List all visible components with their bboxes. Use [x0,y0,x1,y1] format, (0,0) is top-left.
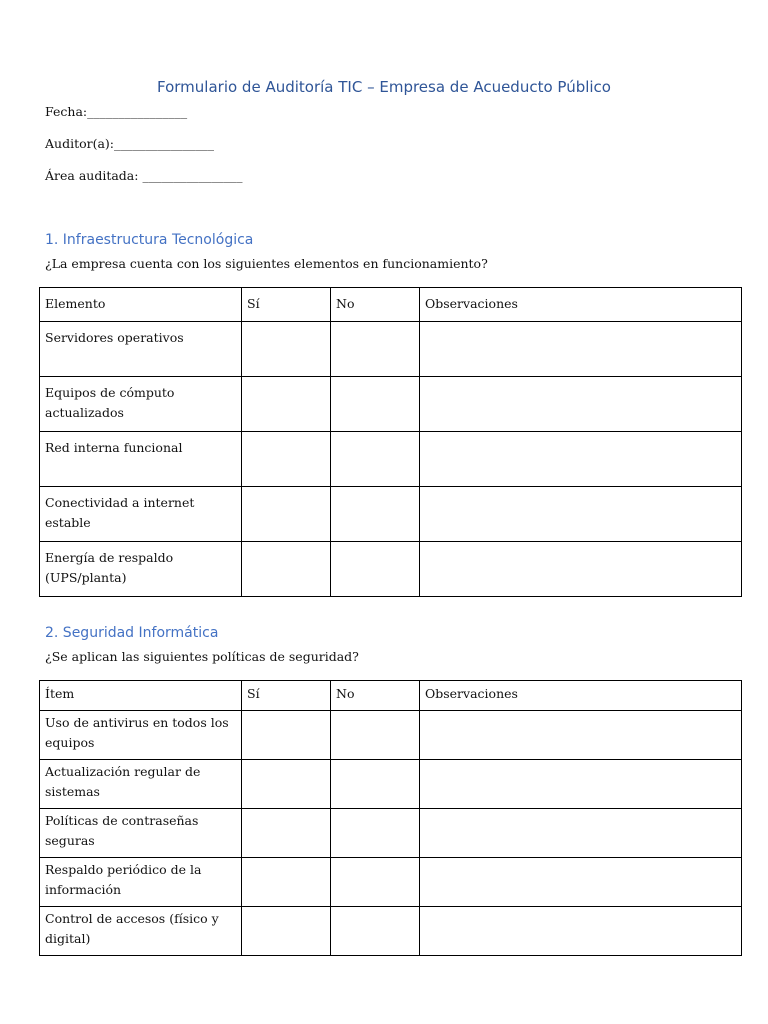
si-cell[interactable] [242,711,331,760]
table-row [40,487,742,542]
section1-heading: 1. Infraestructura Tecnológica [45,232,254,248]
header-item: Ítem [40,681,242,711]
section2-question: ¿Se aplican las siguientes políticas de seguridad? [45,649,359,664]
no-cell[interactable] [331,487,420,542]
si-cell[interactable] [242,907,331,956]
row-label: Políticas de contraseñas seguras [40,809,242,858]
si-cell[interactable] [242,809,331,858]
row-label: Actualización regular de sistemas [40,760,242,809]
table-row [40,809,742,858]
row-label: Energía de respaldo (UPS/planta) [40,542,242,597]
observaciones-cell[interactable] [420,542,742,597]
auditor-field[interactable]: Auditor(a):________________ [45,136,215,151]
table-header-row [40,288,742,322]
no-cell[interactable] [331,432,420,487]
row-label: Respaldo periódico de la información [40,858,242,907]
infraestructura-table [39,287,742,597]
table-row [40,322,742,377]
header-elemento: Elemento [40,288,242,322]
table-row [40,760,742,809]
no-cell[interactable] [331,760,420,809]
table-header-row [40,681,742,711]
page-title: Formulario de Auditoría TIC – Empresa de Acueducto Público [157,78,611,96]
header-no: No [331,681,420,711]
header-si: Sí [242,681,331,711]
row-label: Equipos de cómputo actualizados [40,377,242,432]
header-no: No [331,288,420,322]
no-cell[interactable] [331,711,420,760]
si-cell[interactable] [242,432,331,487]
observaciones-cell[interactable] [420,760,742,809]
table-row [40,907,742,956]
section2-heading: 2. Seguridad Informática [45,625,219,641]
si-cell[interactable] [242,858,331,907]
no-cell[interactable] [331,322,420,377]
observaciones-cell[interactable] [420,711,742,760]
si-cell[interactable] [242,487,331,542]
no-cell[interactable] [331,907,420,956]
row-label: Conectividad a internet estable [40,487,242,542]
section1-question: ¿La empresa cuenta con los siguientes elementos en funcionamiento? [45,256,488,271]
row-label: Servidores operativos [40,322,242,377]
observaciones-cell[interactable] [420,809,742,858]
observaciones-cell[interactable] [420,377,742,432]
row-label: Uso de antivirus en todos los equipos [40,711,242,760]
observaciones-cell[interactable] [420,322,742,377]
table-row [40,542,742,597]
observaciones-cell[interactable] [420,487,742,542]
si-cell[interactable] [242,760,331,809]
table-row [40,711,742,760]
header-si: Sí [242,288,331,322]
area-field[interactable]: Área auditada: ________________ [45,168,243,183]
fecha-field[interactable]: Fecha:________________ [45,104,188,119]
header-observaciones: Observaciones [420,288,742,322]
no-cell[interactable] [331,858,420,907]
no-cell[interactable] [331,542,420,597]
table-row [40,432,742,487]
table-row [40,377,742,432]
no-cell[interactable] [331,377,420,432]
no-cell[interactable] [331,809,420,858]
si-cell[interactable] [242,322,331,377]
header-observaciones: Observaciones [420,681,742,711]
row-label: Control de accesos (físico y digital) [40,907,242,956]
observaciones-cell[interactable] [420,432,742,487]
observaciones-cell[interactable] [420,858,742,907]
si-cell[interactable] [242,377,331,432]
row-label: Red interna funcional [40,432,242,487]
table-row [40,858,742,907]
observaciones-cell[interactable] [420,907,742,956]
si-cell[interactable] [242,542,331,597]
seguridad-table [39,680,742,956]
